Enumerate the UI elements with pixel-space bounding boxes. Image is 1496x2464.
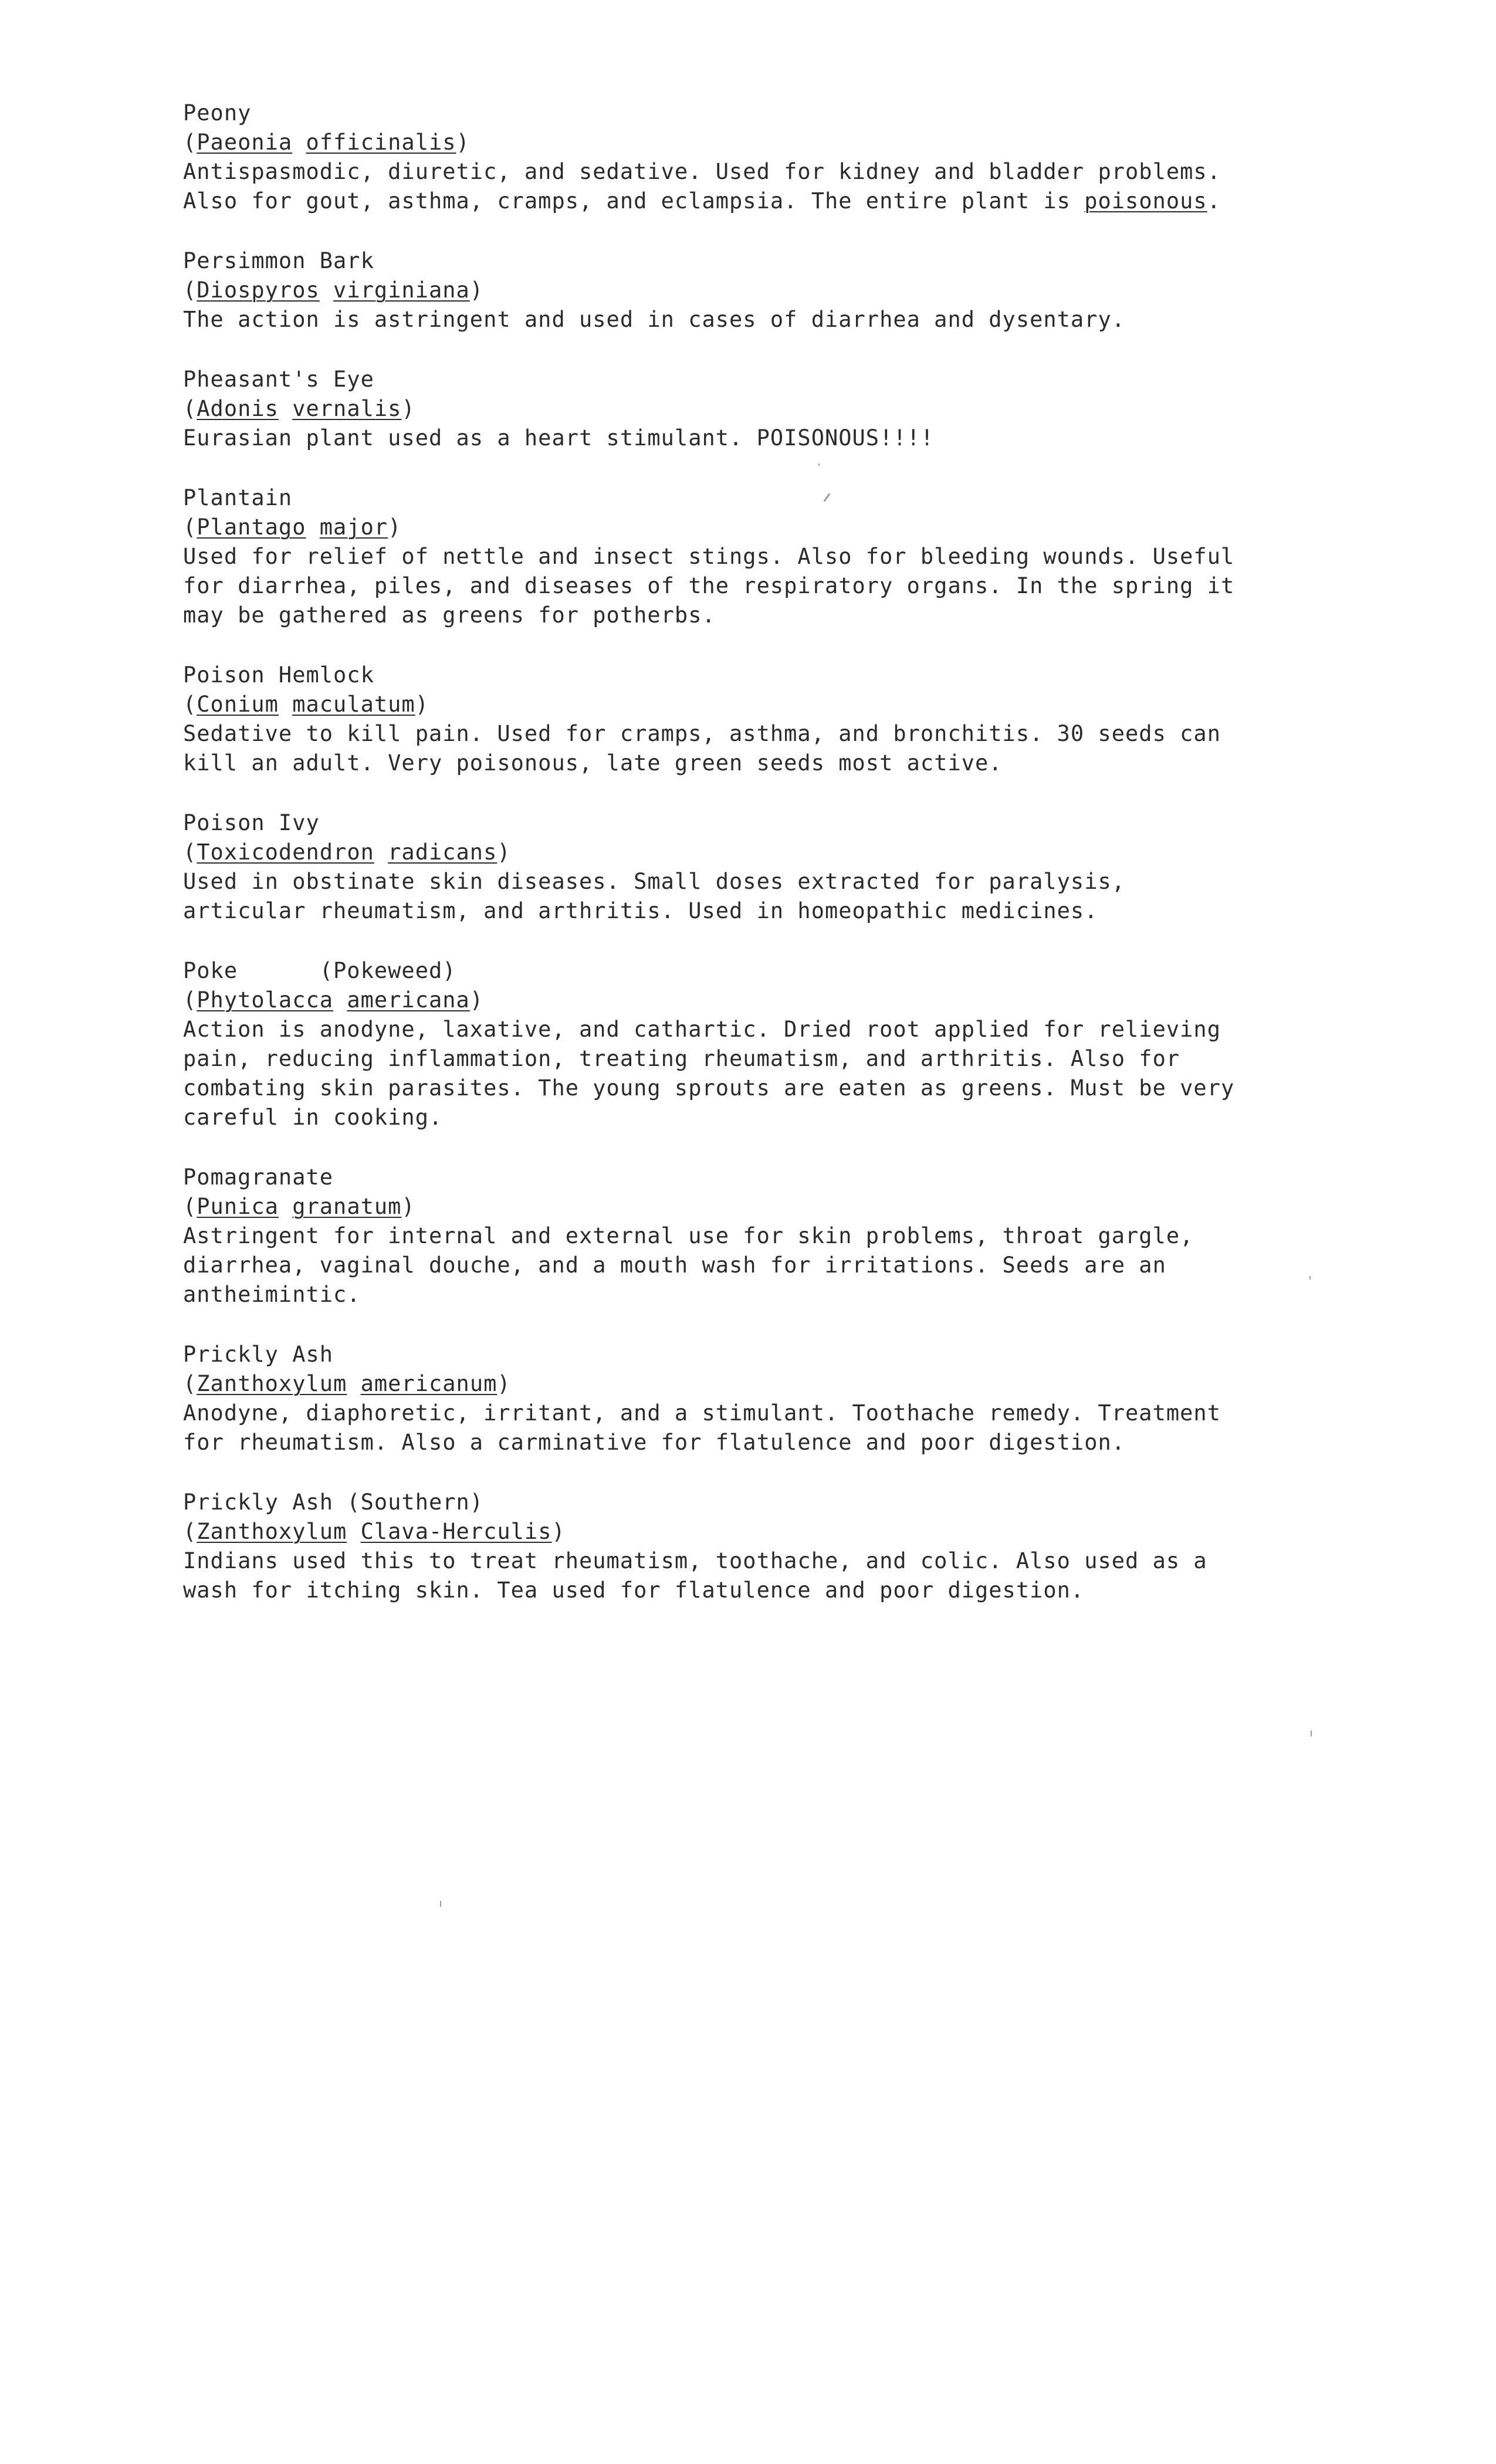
latin-name: (Paeonia officinalis) bbox=[183, 130, 470, 155]
species: maculatum bbox=[292, 692, 415, 717]
genus: Conium bbox=[197, 692, 279, 717]
description-line: Anodyne, diaphoretic, irritant, and a stimulant. Toothache remedy. Treatment bbox=[183, 1400, 1221, 1426]
genus: Phytolacca bbox=[197, 987, 334, 1013]
entry-name: Poison Hemlock bbox=[183, 662, 374, 688]
description-line: antheimintic. bbox=[183, 1282, 361, 1307]
latin-name: (Zanthoxylum americanum) bbox=[183, 1371, 511, 1396]
entry-peony bbox=[183, 99, 1392, 216]
description-line: Eurasian plant used as a heart stimulant. POISONOUS!!!! bbox=[183, 425, 935, 451]
description-line: Used in obstinate skin diseases. Small doses extracted for paralysis, bbox=[183, 869, 1126, 894]
latin-name: (Punica granatum) bbox=[183, 1194, 415, 1219]
description-line: Astringent for internal and external use for skin problems, throat gargle, bbox=[183, 1223, 1194, 1248]
genus: Toxicodendron bbox=[197, 840, 374, 865]
description-line: wash for itching skin. Tea used for flatulence and poor digestion. bbox=[183, 1578, 1085, 1603]
description-line: for rheumatism. Also a carminative for flatulence and poor digestion. bbox=[183, 1430, 1126, 1455]
emphasis-poisonous: poisonous bbox=[1084, 188, 1207, 214]
entry-name: Poison Ivy bbox=[183, 810, 320, 835]
entry-name: Prickly Ash bbox=[183, 1342, 334, 1367]
entry-name: Plantain bbox=[183, 485, 293, 510]
entry-plantain bbox=[183, 483, 1392, 630]
description-line: kill an adult. Very poisonous, late green seeds most active. bbox=[183, 750, 1003, 776]
genus: Paeonia bbox=[197, 130, 293, 155]
entry-prickly-ash bbox=[183, 1340, 1392, 1457]
species: radicans bbox=[388, 840, 497, 865]
species: americana bbox=[347, 987, 470, 1013]
entry-pheasants-eye bbox=[183, 365, 1392, 453]
latin-name: (Diospyros virginiana) bbox=[183, 277, 484, 303]
species: virginiana bbox=[333, 277, 470, 303]
species: americanum bbox=[360, 1371, 497, 1396]
species: officinalis bbox=[306, 130, 456, 155]
scan-speck bbox=[440, 1901, 441, 1907]
entry-prickly-ash-southern bbox=[183, 1488, 1392, 1605]
entry-persimmon-bark bbox=[183, 246, 1392, 334]
description-line: combating skin parasites. The young sprouts are eaten as greens. Must be very bbox=[183, 1075, 1235, 1101]
entry-name: Poke (Pokeweed) bbox=[183, 958, 456, 983]
herbal-entries bbox=[183, 99, 1392, 1636]
genus: Punica bbox=[197, 1194, 279, 1219]
genus: Plantago bbox=[197, 515, 306, 540]
description-line: Used for relief of nettle and insect stings. Also for bleeding wounds. Useful bbox=[183, 544, 1235, 569]
description-line: careful in cooking. bbox=[183, 1105, 443, 1130]
genus: Zanthoxylum bbox=[197, 1371, 347, 1396]
description-line: pain, reducing inflammation, treating rheumatism, and arthritis. Also for bbox=[183, 1046, 1180, 1071]
genus: Zanthoxylum bbox=[197, 1519, 347, 1544]
entry-name: Peony bbox=[183, 100, 252, 126]
species: granatum bbox=[292, 1194, 402, 1219]
description-line: The action is astringent and used in cases of diarrhea and dysentary. bbox=[183, 307, 1126, 332]
latin-name: (Zanthoxylum Clava-Herculis) bbox=[183, 1519, 566, 1544]
entry-name: Pheasant's Eye bbox=[183, 367, 374, 392]
entry-poison-hemlock bbox=[183, 661, 1392, 778]
description-line: articular rheumatism, and arthritis. Used in homeopathic medicines. bbox=[183, 898, 1098, 923]
description-line: Sedative to kill pain. Used for cramps, asthma, and bronchitis. 30 seeds can bbox=[183, 721, 1221, 746]
latin-name: (Phytolacca americana) bbox=[183, 987, 484, 1013]
latin-name: (Conium maculatum) bbox=[183, 692, 429, 717]
description-line: Antispasmodic, diuretic, and sedative. Used for kidney and bladder problems. bbox=[183, 159, 1221, 184]
latin-name: (Plantago major) bbox=[183, 515, 402, 540]
species: major bbox=[319, 515, 388, 540]
description-line: may be gathered as greens for potherbs. bbox=[183, 603, 716, 628]
species: Clava-Herculis bbox=[360, 1519, 552, 1544]
species: vernalis bbox=[292, 396, 402, 421]
description-line: Also for gout, asthma, cramps, and eclampsia. The entire plant is poisonous. bbox=[183, 188, 1221, 214]
scan-speck bbox=[1311, 1731, 1312, 1737]
description-line: diarrhea, vaginal douche, and a mouth wash for irritations. Seeds are an bbox=[183, 1253, 1166, 1278]
genus: Adonis bbox=[197, 396, 279, 421]
entry-name: Pomagranate bbox=[183, 1165, 334, 1190]
latin-name: (Toxicodendron radicans) bbox=[183, 840, 511, 865]
description-line: Action is anodyne, laxative, and cathartic. Dried root applied for relieving bbox=[183, 1017, 1221, 1042]
description-line: Indians used this to treat rheumatism, toothache, and colic. Also used as a bbox=[183, 1548, 1207, 1573]
entry-poke bbox=[183, 956, 1392, 1132]
latin-name: (Adonis vernalis) bbox=[183, 396, 415, 421]
genus: Diospyros bbox=[197, 277, 320, 303]
entry-poison-ivy bbox=[183, 808, 1392, 926]
entry-name: Persimmon Bark bbox=[183, 248, 374, 273]
entry-name: Prickly Ash (Southern) bbox=[183, 1490, 484, 1515]
description-line: for diarrhea, piles, and diseases of the respiratory organs. In the spring it bbox=[183, 573, 1235, 598]
entry-pomagranate bbox=[183, 1163, 1392, 1309]
